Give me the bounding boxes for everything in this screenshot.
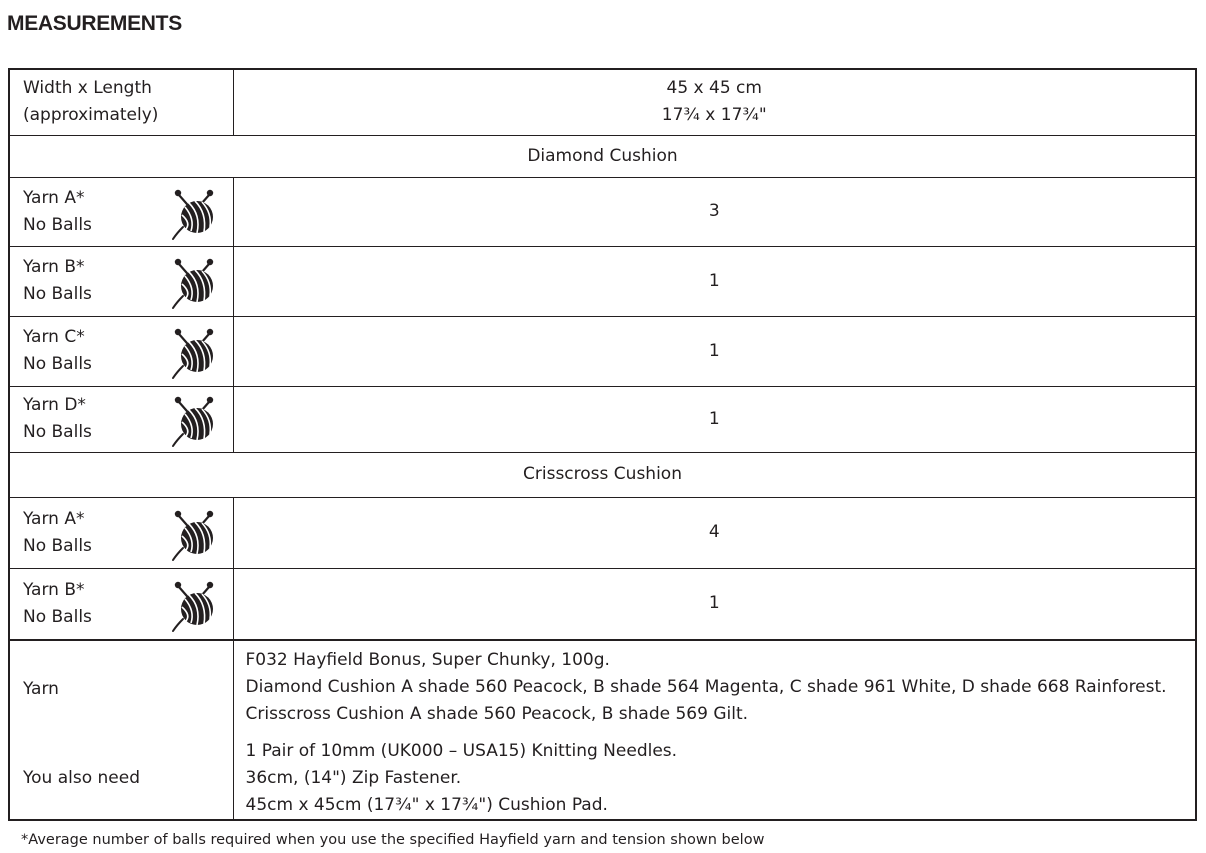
yarn-label: Yarn B* [23, 257, 85, 277]
table-row [9, 316, 1196, 386]
yarn-sublabel: No Balls [23, 214, 92, 235]
section-heading-crisscross: Crisscross Cushion [9, 452, 1196, 497]
section-heading-row [9, 135, 1196, 177]
yarn-label: Yarn B* [23, 579, 85, 600]
measurements-table [8, 68, 1197, 821]
yarn-detail-line: Crisscross Cushion A shade 560 Peacock, B shade 569 Gilt. [245, 704, 749, 724]
section-heading-row [9, 452, 1196, 497]
need-detail-line: 36cm, (14") Zip Fastener. [245, 768, 462, 788]
yarn-sublabel: No Balls [23, 284, 92, 304]
yarn-label: Yarn A* [23, 508, 85, 529]
yarn-ball-icon [169, 183, 219, 241]
yarn-value: 1 [233, 316, 1196, 386]
need-detail-label: You also need [23, 768, 140, 788]
details-label-cell [9, 640, 233, 820]
section-heading-diamond: Diamond Cushion [9, 135, 1196, 177]
table-row [9, 177, 1196, 246]
yarn-value: 1 [233, 386, 1196, 452]
yarn-label-cell [9, 316, 233, 386]
need-detail-line: 45cm x 45cm (17¾" x 17¾") Cushion Pad. [245, 795, 608, 815]
details-value-cell [233, 640, 1196, 820]
size-value-line1: 45 x 45 cm [666, 78, 762, 99]
yarn-label-cell [9, 568, 233, 640]
yarn-ball-icon [169, 575, 219, 633]
yarn-value: 4 [233, 497, 1196, 568]
yarn-value: 3 [233, 177, 1196, 246]
yarn-ball-icon [169, 504, 219, 562]
yarn-value: 1 [233, 568, 1196, 640]
yarn-value: 1 [233, 246, 1196, 316]
need-detail-line: 1 Pair of 10mm (UK000 – USA15) Knitting Needles. [245, 741, 678, 761]
yarn-ball-icon [169, 390, 219, 448]
details-row [9, 640, 1196, 820]
yarn-detail-line: F032 Hayfield Bonus, Super Chunky, 100g. [245, 650, 610, 670]
table-row [9, 497, 1196, 568]
yarn-label-cell [9, 386, 233, 452]
yarn-detail-label: Yarn [23, 679, 59, 699]
table-row [9, 568, 1196, 640]
yarn-label-cell [9, 177, 233, 246]
table-row [9, 246, 1196, 316]
size-value-line2: 17¾ x 17¾" [661, 105, 767, 126]
yarn-sublabel: No Balls [23, 606, 92, 627]
footnote: *Average number of balls required when you use the specified Hayfield yarn and tension shown below [21, 832, 765, 848]
yarn-label: Yarn C* [23, 327, 85, 347]
size-row [9, 69, 1196, 135]
yarn-ball-icon [169, 322, 219, 380]
size-label-line1: Width x Length [23, 78, 152, 99]
yarn-sublabel: No Balls [23, 354, 92, 374]
yarn-ball-icon [169, 252, 219, 310]
yarn-detail-line: Diamond Cushion A shade 560 Peacock, B shade 564 Magenta, C shade 961 White, D shade 668 Rainforest. [245, 677, 1167, 697]
yarn-label-cell [9, 246, 233, 316]
size-value-cell [233, 69, 1196, 135]
table-row [9, 386, 1196, 452]
size-label-line2: (approximately) [23, 105, 159, 126]
size-label-cell [9, 69, 233, 135]
yarn-label-cell [9, 497, 233, 568]
yarn-sublabel: No Balls [23, 535, 92, 556]
yarn-label: Yarn D* [23, 395, 86, 415]
yarn-sublabel: No Balls [23, 422, 92, 442]
yarn-label: Yarn A* [23, 187, 85, 208]
page-title: MEASUREMENTS [7, 12, 182, 35]
